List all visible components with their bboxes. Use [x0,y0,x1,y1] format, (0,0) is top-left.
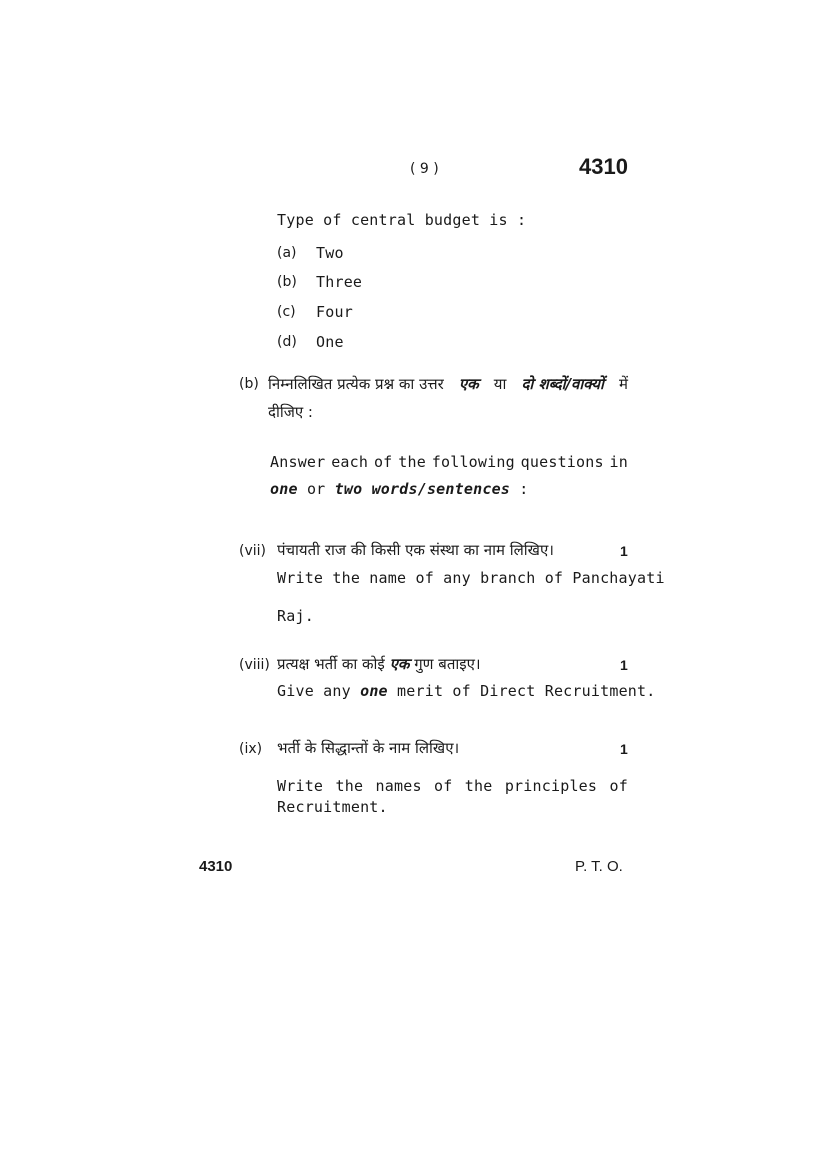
footer-code: 4310 [199,858,233,875]
question-viii-hindi: प्रत्यक्ष भर्ती का कोई एक गुण बताइए। [277,655,481,673]
question-viii-english: Give any one merit of Direct Recruitment. [277,682,656,700]
question-label-vii: (vii) [239,543,266,559]
option-label: (c) [277,304,296,320]
option-label: (b) [277,274,297,290]
question-vii-hindi: पंचायती राज की किसी एक संस्था का नाम लिखिए। [277,541,554,559]
option-text: Four [316,303,353,321]
question-ix-english: Write the names of the principles of [277,777,628,795]
option-text: Three [316,273,363,291]
question-ix-english-line2: Recruitment. [277,798,388,816]
question-vii-marks: 1 [620,543,628,559]
question-label-ix: (ix) [239,741,263,757]
section-english-instruction-line2: one or two words/sentences : [270,480,529,498]
paper-code: 4310 [579,154,628,179]
section-english-instruction: Answer each of the following questions in [270,453,628,471]
question-viii-marks: 1 [620,657,628,673]
question-vii-english-line2: Raj. [277,607,314,625]
question-vii-english: Write the name of any branch of Panchayati [277,569,665,587]
footer-pto: P. T. O. [575,858,623,875]
question-ix-marks: 1 [620,741,628,757]
option-label: (a) [277,245,297,261]
question-ix-hindi: भर्ती के सिद्धान्तों के नाम लिखिए। [277,739,460,757]
mcq-question: Type of central budget is : [277,211,527,229]
option-label: (d) [277,334,297,350]
page-number: ( 9 ) [410,161,439,177]
question-label-viii: (viii) [239,657,270,673]
section-hindi-instruction: निम्नलिखित प्रत्येक प्रश्न का उत्तर एक या दो शब्दों/वाक्यों में [268,375,628,393]
section-label: (b) [239,376,259,392]
option-text: One [316,333,344,351]
section-hindi-instruction-line2: दीजिए : [268,403,313,421]
option-text: Two [316,244,344,262]
